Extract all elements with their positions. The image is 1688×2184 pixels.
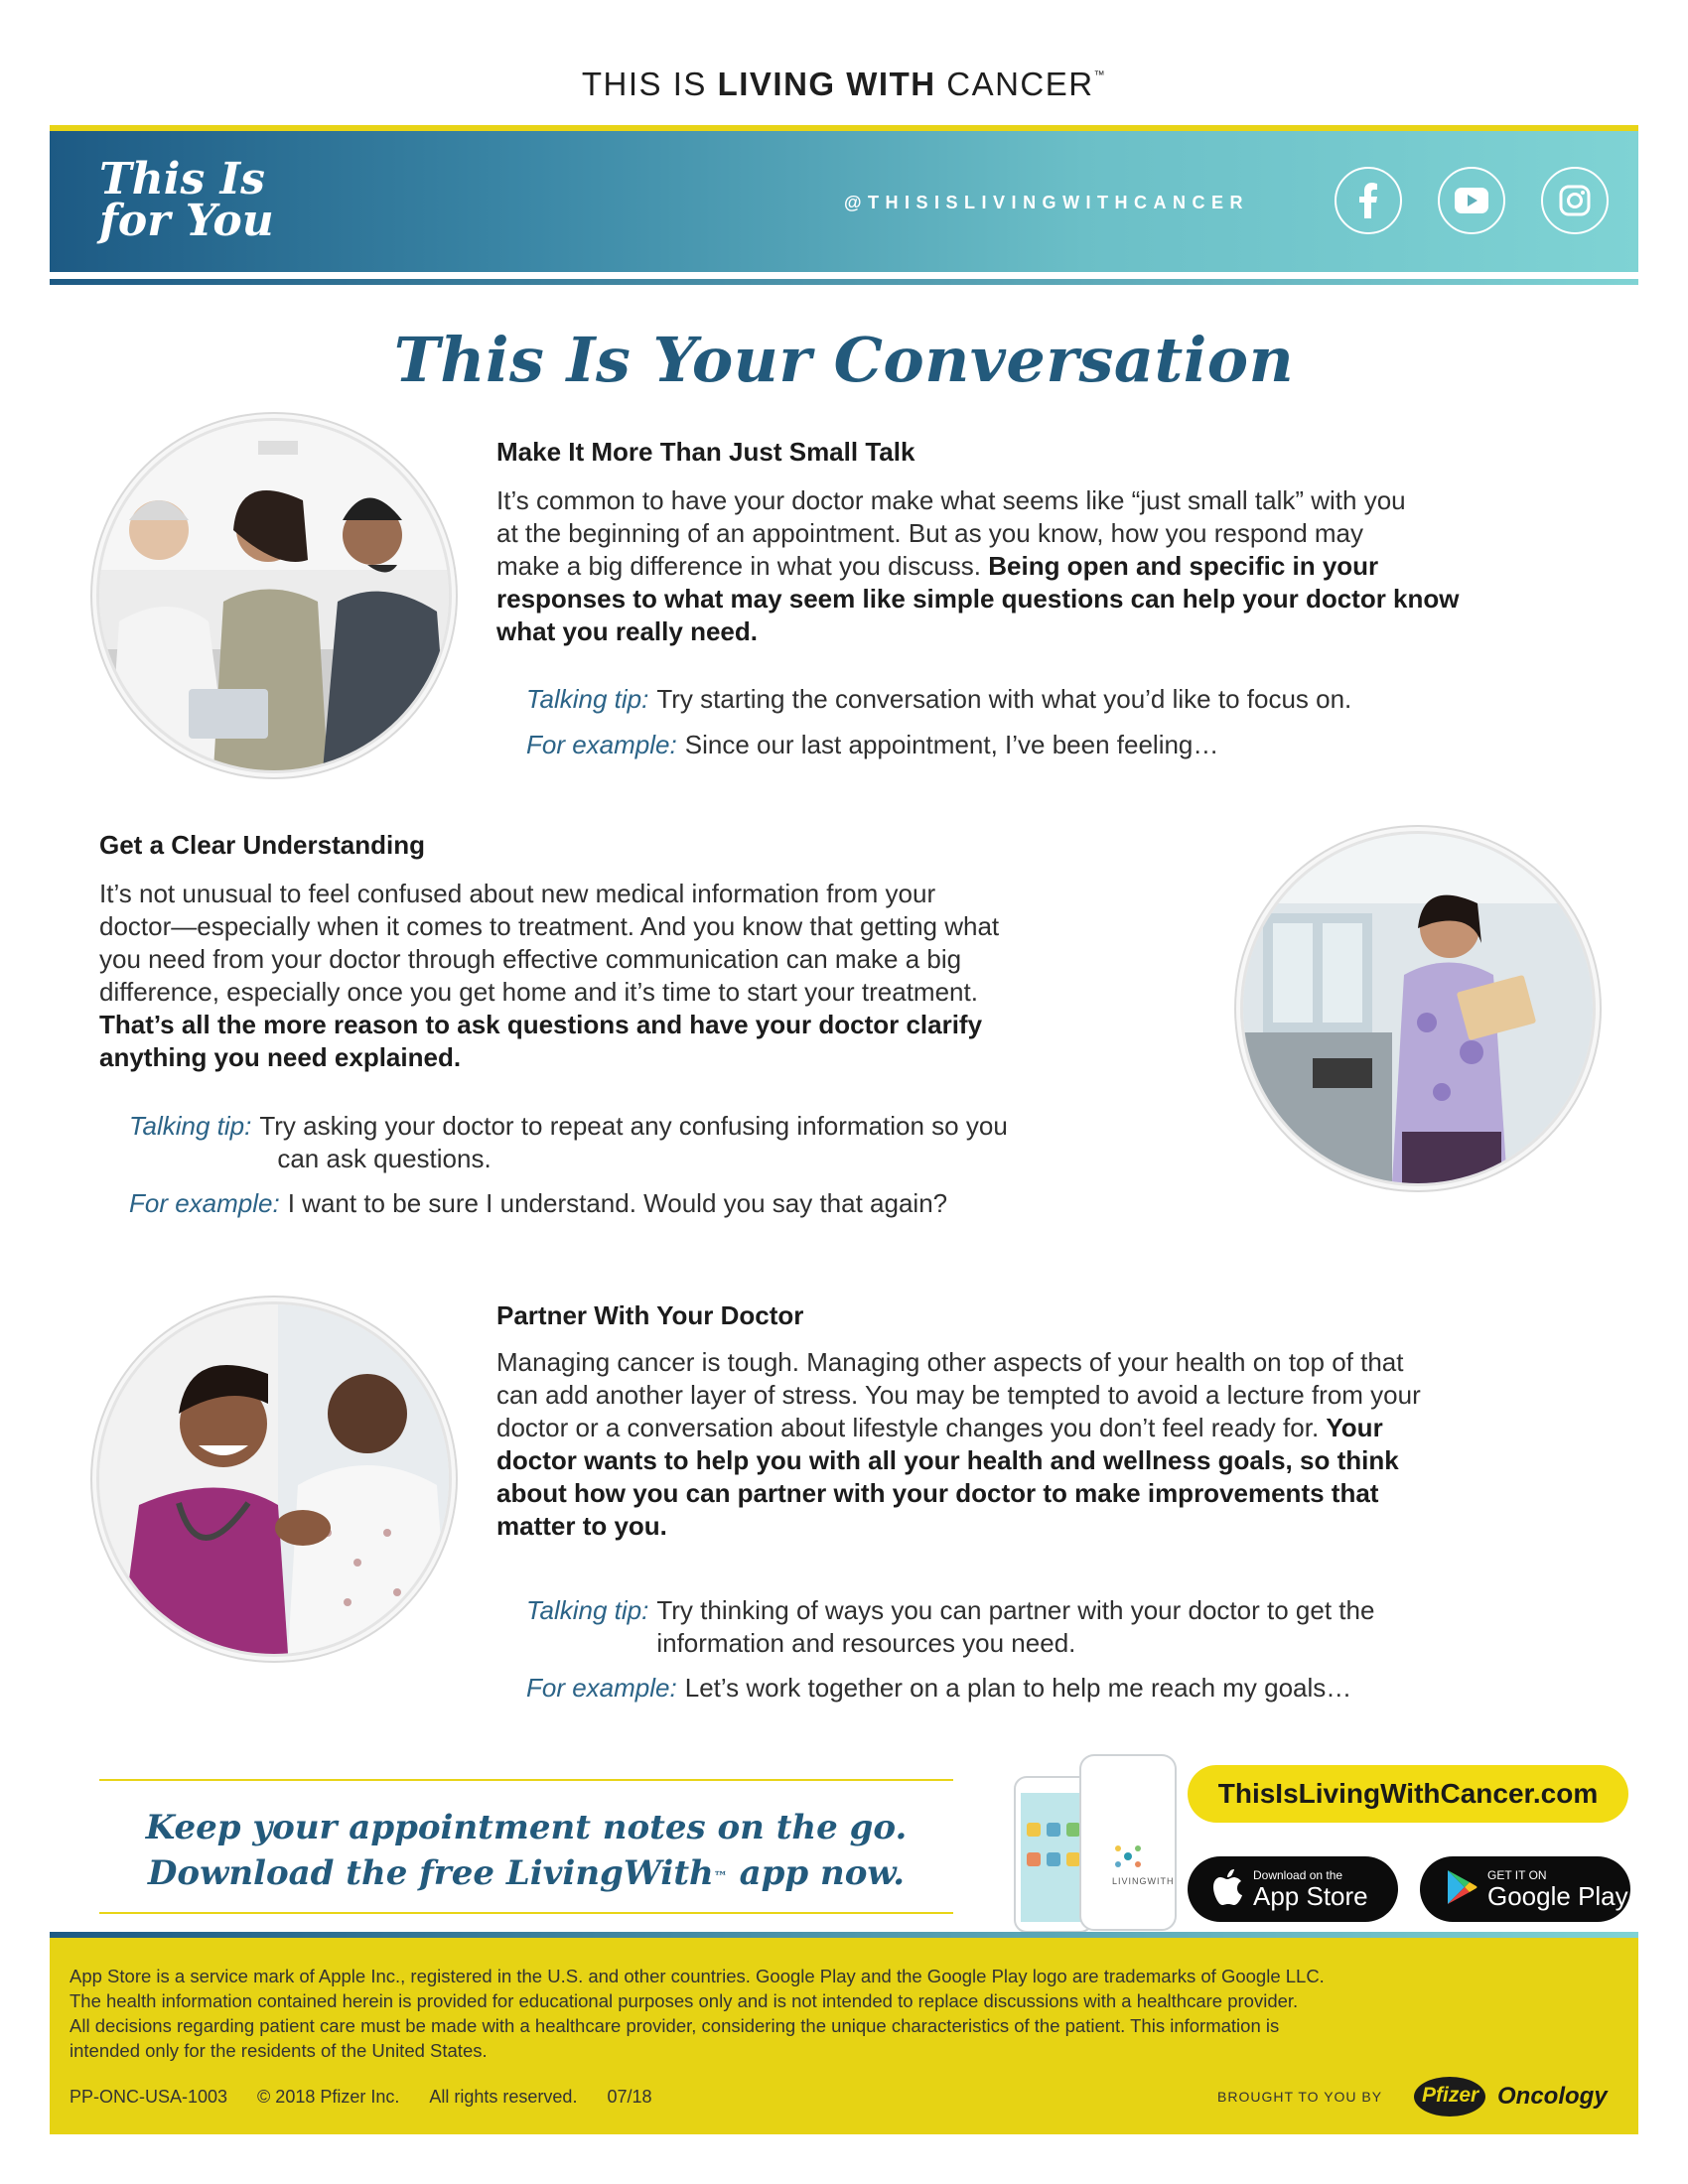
app-phones-image xyxy=(1011,1753,1180,1932)
this-is-for-you-logo: This Is for You xyxy=(99,154,274,246)
talking-tip: Talking tip: Try thinking of ways you can partner with your doctor to get the information and resources you need. xyxy=(526,1595,1375,1658)
section-body: Managing cancer is tough. Managing other aspects of your health on top of that can add another layer of stress. You may be tempted to avoid a lecture from your doctor or a conversation about lifestyle changes you don’t feel ready for. Your doctor wants to help you with all your health and wellness goals, so think about how you can partner with your doctor to make improvements that matter to you. xyxy=(496,1347,1421,1541)
document-code: PP-ONC-USA-1003 xyxy=(70,2087,228,2107)
example-line: For example: I want to be sure I understand. Would you say that again? xyxy=(129,1188,948,1218)
banner-underline xyxy=(50,279,1638,285)
social-banner xyxy=(50,131,1638,272)
section-heading: Get a Clear Understanding xyxy=(99,830,425,860)
section-heading: Make It More Than Just Small Talk xyxy=(496,437,915,467)
talking-tip: Talking tip: Try asking your doctor to repeat any confusing information so you can ask questions. xyxy=(129,1111,1008,1173)
brought-to-you-by: BROUGHT TO YOU BY xyxy=(1217,2089,1383,2105)
oncology-label: Oncology xyxy=(1497,2083,1608,2110)
doctor-comforting-patient-photo xyxy=(99,1304,449,1654)
section-body: It’s common to have your doctor make what seems like “just small talk” with you at the beginning of an appointment. But as you know, how you respond may make a big difference in what you discuss. Being open and specific in your responses to what may seem like simple questions can help your doctor know what you really need. xyxy=(496,485,1460,646)
website-link[interactable]: ThisIsLivingWithCancer.com xyxy=(1188,1765,1628,1823)
facebook-icon[interactable] xyxy=(1335,167,1402,234)
legal-disclaimer: App Store is a service mark of Apple Inc., registered in the U.S. and other countries. Google Play and the Google Play logo are trademarks of Google LLC. The health information contained herein is provided for educational purposes only and is not intended to replace discussions with a healthcare provider. All decisions regarding patient care must be made with a healthcare provider, considering the unique characteristics of the patient. This information is intended only for the residents of the United States. xyxy=(70,1966,1325,2061)
section-heading: Partner With Your Doctor xyxy=(496,1300,804,1330)
google-play-icon xyxy=(1446,1869,1477,1910)
section-body: It’s not unusual to feel confused about new medical information from your doctor—especially when it comes to treatment. And you know that getting what you need from your doctor through effective communication can make a big difference, especially once you get home and it’s time to start your treatment. That’s all the more reason to ask questions and have your doctor clarify anything you need explained. xyxy=(99,879,1000,1072)
footer-meta xyxy=(70,2087,652,2108)
copyright: © 2018 Pfizer Inc. xyxy=(257,2087,400,2107)
talking-tip: Talking tip: Try starting the conversation with what you’d like to focus on. xyxy=(526,684,1352,714)
pfizer-logo: Pfizer xyxy=(1412,2075,1487,2118)
footer xyxy=(50,1938,1638,2134)
app-promo-text: Keep your appointment notes on the go. Download the free LivingWith™ app now. xyxy=(145,1808,908,1893)
apple-icon xyxy=(1213,1869,1243,1910)
example-line: For example: Let’s work together on a plan to help me reach my goals… xyxy=(526,1673,1352,1703)
publish-date: 07/18 xyxy=(607,2087,652,2107)
youtube-icon[interactable] xyxy=(1438,167,1505,234)
example-line: For example: Since our last appointment, I’ve been feeling… xyxy=(526,730,1219,759)
instagram-icon[interactable] xyxy=(1541,167,1609,234)
app-store-button[interactable]: Download on the App Store xyxy=(1188,1856,1398,1922)
rights-reserved: All rights reserved. xyxy=(429,2087,578,2107)
google-play-button[interactable]: GET IT ON Google Play xyxy=(1420,1856,1630,1922)
promo-divider-bottom xyxy=(99,1912,953,1914)
masthead-title: THIS IS LIVING WITH CANCER™ xyxy=(581,66,1107,102)
nurse-with-clipboard-photo xyxy=(1243,834,1593,1183)
social-handle[interactable]: @THISISLIVINGWITHCANCER xyxy=(844,193,1250,212)
promo-divider-top xyxy=(99,1779,953,1781)
page-title: This Is Your Conversation xyxy=(393,324,1295,396)
phone-app-brand: LIVINGWITH xyxy=(1112,1876,1175,1886)
doctor-with-couple-photo xyxy=(99,421,449,770)
